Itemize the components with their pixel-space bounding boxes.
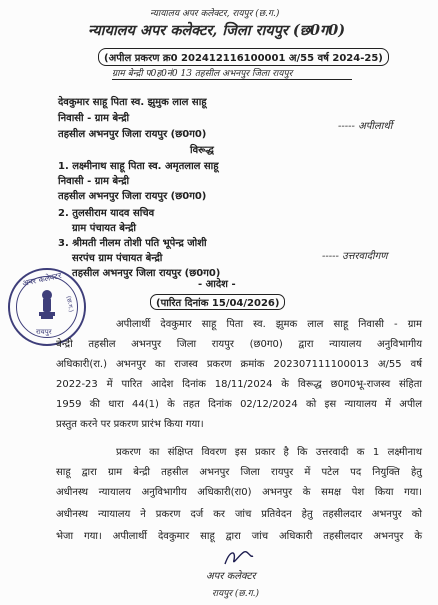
respondents-role: ----- उत्तरवादीगण [322,251,388,262]
respondent-3-name: 3. श्रीमती नीलम तोशी पति भूपेन्द्र जोशी [58,238,207,249]
seal-top-text: अपर कलेक्टर [21,270,63,289]
versus-label: विरूद्ध [190,145,214,156]
respondent-1-name: 1. लक्ष्मीनाथ साहू पिता स्व. अमृतलाल साहू [58,161,219,172]
order-passed-date: (पारित दिनांक 15/04/2026) [150,294,285,310]
appellant-address: निवासी - ग्राम बेन्द्री [58,113,130,124]
appellant-tehsil: तहसील अभनपुर जिला रायपुर (छ0ग0) [58,129,207,140]
para2-line-5: भेजा गया। अपीलार्थी देवकुमार साहू द्वारा जांच अधिकारी तहसीलदार अभनपुर के [56,531,422,542]
respondent-2-name: 2. तुलसीराम यादव सचिव [58,208,155,219]
respondent-3-org: सरपंच ग्राम पंचायत बेन्द्री [72,253,163,264]
appellant-name: देवकुमार साहू पिता स्व. झुमुक लाल साहू [58,97,207,108]
village-line: ग्राम बेन्द्री प0ह0नं0 13 तहसील अभनपुर जिला रायपुर [112,69,293,79]
seal-bottom-text: रायपुर [36,328,52,336]
court-title: न्यायालय अपर कलेक्टर, जिला रायपुर (छ0ग0) [88,22,346,39]
para1-line-1: अपीलार्थी देवकुमार साहू पिता स्व. झुमक लाल साहू निवासी - ग्राम [116,319,422,330]
signature-designation: अपर कलेक्टर [206,571,256,582]
respondent-3-tehsil: तहसील अभनपुर जिला रायपुर (छ0ग0) [72,268,221,279]
appellant-role: ----- अपीलार्थी [338,121,393,132]
order-heading: - आदेश - [198,279,236,290]
para1-line-4: 2022-23 में पारित आदेश दिनांक 18/11/2024 के विरूद्ध छ0ग0भू-राजस्व संहिता [56,379,422,390]
appeal-case-number: (अपील प्रकरण क्र0 202412116100001 अ/55 वर्ष 2024-25) [98,48,389,66]
para2-line-2: साहू द्वारा ग्राम बेन्द्री तहसील अभनपुर जिला रायपुर में पटेल पद नियुक्ति हेतु [56,467,422,478]
court-seal [8,268,86,346]
para1-line-5: 1959 की धारा 44(1) के तहत दिनांक 02/12/2024 को इस न्यायालय में अपील [56,399,422,410]
signature-scribble-icon [222,548,256,568]
handwritten-court-note: न्यायालय अपर कलेक्टर, रायपुर (छ.ग.) [150,9,280,19]
respondent-1-tehsil: तहसील अभनपुर जिला रायपुर (छ0ग0) [58,191,207,202]
para1-line-6: प्रस्तुत करने पर प्रकरण प्रारंभ किया गया। [56,419,204,430]
village-underline [112,79,352,80]
seal-side-text: (छ.ग.) [64,295,75,313]
respondent-2-org: ग्राम पंचायत बेन्द्री [72,223,136,234]
para1-line-3: अधिकारी(रा.) अभनपुर का राजस्व प्रकरण क्रमांक 202307111100013 अ/55 वर्ष [56,359,422,370]
para2-line-1: प्रकरण का संक्षिप्त विवरण इस प्रकार है कि उत्तरवादी क 1 लक्ष्मीनाथ [116,447,422,458]
para2-line-3: अधीनस्थ न्यायालय अनुविभागीय अधिकारी(रा0) अभनपुर के समक्ष पेश किया गया। [56,487,422,498]
signature-place: रायपुर (छ.ग.) [212,589,260,599]
para1-line-2: बेन्द्री तहसील अभनपुर जिला रायपुर (छ0ग0) द्वारा न्यायालय अनुविभागीय [56,339,422,350]
respondent-1-address: निवासी - ग्राम बेन्द्री [58,176,130,187]
para2-line-4: अधीनस्थ न्यायालय ने प्रकरण दर्ज कर जांच प्रतिवेदन हेतु तहसीलदार अभनपुर को [56,509,422,520]
